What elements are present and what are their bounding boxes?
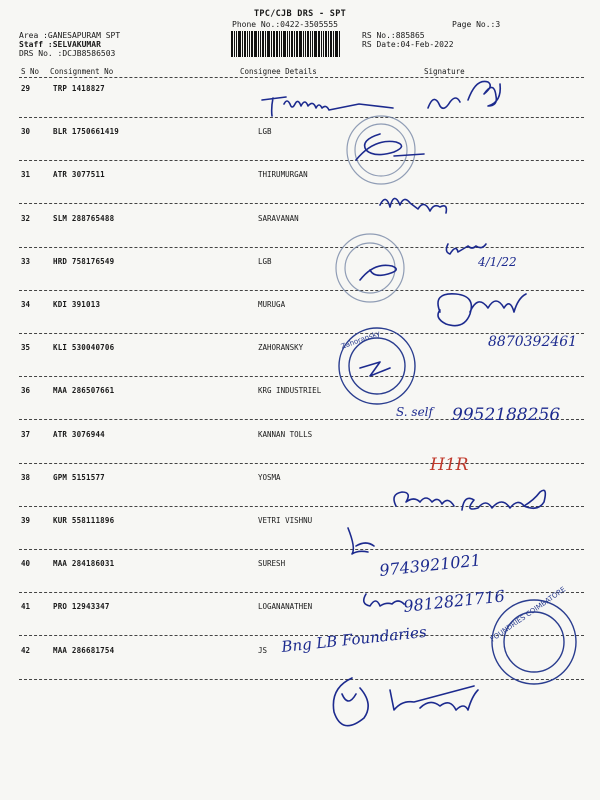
consignee-name: ZAHORANSKY (258, 343, 304, 353)
row-serial-number: 41 (21, 602, 31, 612)
handwritten-date: 4/1/22 (478, 255, 517, 269)
signature-row-34 (438, 294, 577, 350)
consignment-number: ATR 3077511 (53, 170, 105, 180)
stamp-row-33 (336, 234, 404, 302)
col-header-sno: S No (21, 67, 40, 76)
page-number: Page No.:3 (452, 20, 501, 29)
row-serial-number: 39 (21, 516, 31, 525)
consignment-number: KLI 530040706 (53, 343, 115, 353)
handwritten-phone-40: 9812821716 (402, 586, 506, 616)
consignment-number: GPM 5151577 (53, 472, 105, 482)
handwritten-phone-34: 8870392461 (488, 334, 578, 350)
area-field: Area :GANESAPURAM SPT (19, 31, 121, 40)
document-title: TPC/CJB DRS - SPT (253, 9, 347, 19)
consignment-number: TRP 1418827 (53, 84, 105, 93)
signature-row-36 (396, 405, 560, 425)
col-header-signature: Signature (424, 67, 465, 76)
row-serial-number: 42 (21, 645, 31, 655)
row-serial-number: 40 (21, 559, 31, 569)
consignment-number: SLM 288765488 (53, 213, 115, 223)
row-serial-number: 31 (21, 170, 31, 180)
consignee-name: JS (258, 645, 268, 655)
staff-field: Staff :SELVAKUMAR (19, 40, 101, 49)
rs-number: RS No.:885865 (362, 31, 425, 40)
consignee-name: KANNAN TOLLS (258, 429, 313, 439)
row-serial-number: 29 (21, 84, 31, 93)
consignee-name: VETRI VISHNU (258, 516, 313, 525)
drs-number: DRS No. :DCJB8586503 (19, 49, 116, 58)
consignment-number: KDI 391013 (53, 300, 101, 309)
consignee-name: THIRUMURGAN (258, 170, 308, 180)
consignee-name: LOGANANATHEN (258, 602, 313, 612)
row-serial-number: 36 (21, 386, 31, 396)
signature-row-31 (380, 198, 446, 213)
consignment-number: MAA 284186031 (53, 559, 115, 569)
handwritten-phone-36: 9952188256 (452, 405, 561, 425)
consignee-name: LGB (258, 256, 272, 266)
consignee-name: MURUGA (258, 300, 286, 309)
signature-row-40 (364, 586, 506, 616)
consignment-number: MAA 286681754 (53, 645, 115, 655)
consignment-number: HRD 758176549 (53, 256, 115, 266)
handwritten-note-36: S. self (396, 405, 433, 419)
row-serial-number: 34 (21, 300, 31, 309)
signature-row-39 (348, 528, 482, 580)
consignee-name: KRG INDUSTRIEL (258, 386, 322, 396)
col-header-consignment: Consignment No (50, 67, 114, 76)
consignee-name: LGB (258, 127, 272, 137)
red-note-37: H1R (430, 455, 469, 475)
rs-date: RS Date:04-Feb-2022 (362, 40, 454, 49)
row-serial-number: 30 (21, 127, 31, 137)
handwritten-note-41: Bng LB Foundaries (280, 622, 428, 656)
row-serial-number: 33 (21, 256, 31, 266)
consignee-name: SARAVANAN (258, 213, 299, 223)
stamp-row-35 (339, 328, 415, 404)
row-serial-number: 37 (21, 429, 31, 439)
stamp-row-30 (347, 116, 424, 184)
consignee-name: YOSMA (258, 472, 281, 482)
signature-row-42 (333, 678, 478, 726)
signature-row-29 (262, 81, 500, 116)
col-header-consignee: Consignee Details (240, 67, 317, 76)
consignment-number: ATR 3076944 (53, 429, 105, 439)
consignment-number: MAA 286507661 (53, 386, 115, 396)
signature-row-32 (446, 244, 516, 269)
row-serial-number: 35 (21, 343, 31, 353)
stamp-text-35: Zahoransky (339, 329, 382, 351)
consignee-name: SURESH (258, 559, 286, 569)
consignment-number: KUR 558111896 (53, 516, 115, 525)
stamp-text-41: FOUNDRIES COIMBATORE (488, 585, 568, 644)
row-serial-number: 32 (21, 213, 31, 223)
row-serial-number: 38 (21, 472, 31, 482)
handwritten-phone-39: 9743921021 (378, 550, 482, 580)
signature-row-38 (394, 490, 545, 510)
consignment-number: PRO 12943347 (53, 602, 110, 612)
phone-number: Phone No.:0422-3505555 (232, 20, 338, 29)
consignment-number: BLR 1750661419 (53, 127, 120, 137)
